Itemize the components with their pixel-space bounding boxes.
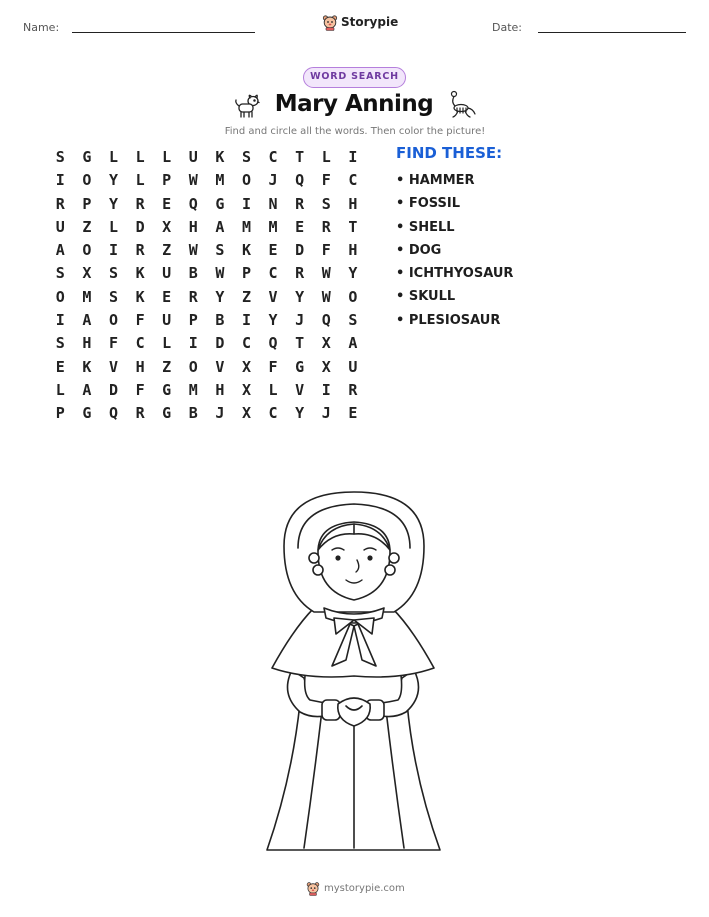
grid-cell[interactable]: I <box>108 241 118 260</box>
grid-cell[interactable]: J <box>215 404 225 423</box>
grid-cell[interactable]: R <box>295 194 305 213</box>
grid-cell[interactable]: O <box>82 171 92 190</box>
grid-cell[interactable]: U <box>162 264 172 283</box>
grid-cell[interactable]: A <box>348 334 358 353</box>
grid-cell[interactable]: X <box>321 334 331 353</box>
grid-cell[interactable]: Q <box>268 334 278 353</box>
grid-cell[interactable]: Q <box>295 171 305 190</box>
grid-cell[interactable]: O <box>188 357 198 376</box>
grid-cell[interactable]: H <box>348 241 358 260</box>
grid-cell[interactable]: Y <box>108 171 118 190</box>
grid-cell[interactable]: U <box>348 357 358 376</box>
grid-cell[interactable]: K <box>82 357 92 376</box>
grid-cell[interactable]: S <box>55 264 65 283</box>
grid-cell[interactable]: U <box>55 217 65 236</box>
mary-anning-illustration <box>262 488 444 854</box>
activity-tag: WORD SEARCH <box>303 67 406 88</box>
grid-cell[interactable]: O <box>108 311 118 330</box>
grid-row <box>47 239 367 262</box>
footer-url: mystorypie.com <box>324 882 405 894</box>
grid-cell[interactable]: K <box>135 264 145 283</box>
grid-cell[interactable]: D <box>108 380 118 399</box>
grid-cell[interactable]: T <box>295 334 305 353</box>
grid-row <box>47 193 367 216</box>
grid-cell[interactable]: J <box>321 404 331 423</box>
grid-cell[interactable]: V <box>268 287 278 306</box>
grid-cell[interactable]: L <box>108 148 118 166</box>
grid-cell[interactable]: B <box>215 311 225 330</box>
grid-cell[interactable]: S <box>55 148 65 166</box>
grid-cell[interactable]: V <box>108 357 118 376</box>
grid-cell[interactable]: I <box>188 334 198 353</box>
grid-cell[interactable]: F <box>321 241 331 260</box>
grid-cell[interactable]: J <box>295 311 305 330</box>
grid-cell[interactable]: G <box>82 404 92 423</box>
grid-cell[interactable]: O <box>55 287 65 306</box>
grid-cell[interactable]: D <box>215 334 225 353</box>
grid-cell[interactable]: R <box>135 404 145 423</box>
grid-cell[interactable]: L <box>135 148 145 166</box>
grid-cell[interactable]: C <box>241 334 251 353</box>
grid-cell[interactable]: P <box>162 171 172 190</box>
grid-cell[interactable]: E <box>162 194 172 213</box>
grid-cell[interactable]: K <box>215 148 225 166</box>
grid-cell[interactable]: K <box>241 241 251 260</box>
grid-cell[interactable]: C <box>268 148 278 166</box>
grid-cell[interactable]: U <box>188 148 198 166</box>
brand-name: Storypie <box>341 15 399 29</box>
grid-cell[interactable]: F <box>135 311 145 330</box>
word-list <box>396 171 513 334</box>
grid-cell[interactable]: G <box>162 404 172 423</box>
grid-cell[interactable]: D <box>135 217 145 236</box>
grid-cell[interactable]: Y <box>295 404 305 423</box>
grid-cell[interactable]: T <box>295 148 305 166</box>
grid-cell[interactable]: T <box>348 217 358 236</box>
plesiosaur-icon <box>445 90 477 120</box>
grid-cell[interactable]: C <box>268 404 278 423</box>
letter-grid[interactable] <box>47 146 367 426</box>
grid-cell[interactable]: C <box>348 171 358 190</box>
grid-cell[interactable]: N <box>268 194 278 213</box>
grid-cell[interactable]: Y <box>268 311 278 330</box>
grid-row <box>47 216 367 239</box>
grid-cell[interactable]: S <box>241 148 251 166</box>
grid-cell[interactable]: S <box>348 311 358 330</box>
grid-cell[interactable]: U <box>162 311 172 330</box>
grid-row <box>47 356 367 379</box>
grid-cell[interactable]: L <box>321 148 331 166</box>
grid-cell[interactable]: G <box>295 357 305 376</box>
grid-row <box>47 332 367 355</box>
word-item: • SHELL <box>396 219 455 235</box>
grid-cell[interactable]: G <box>215 194 225 213</box>
grid-cell[interactable]: H <box>215 380 225 399</box>
grid-cell[interactable]: C <box>135 334 145 353</box>
word-item: • ICHTHYOSAUR <box>396 266 514 282</box>
brand-logo <box>322 12 398 32</box>
grid-cell[interactable]: I <box>241 311 251 330</box>
grid-cell[interactable]: R <box>55 194 65 213</box>
grid-cell[interactable]: I <box>55 171 65 190</box>
grid-cell[interactable]: O <box>241 171 251 190</box>
grid-cell[interactable]: A <box>55 241 65 260</box>
grid-cell[interactable]: L <box>162 148 172 166</box>
grid-cell[interactable]: Y <box>108 194 118 213</box>
grid-cell[interactable]: V <box>215 357 225 376</box>
grid-cell[interactable]: L <box>55 380 65 399</box>
grid-row <box>47 309 367 332</box>
grid-cell[interactable]: X <box>82 264 92 283</box>
grid-cell[interactable]: X <box>241 404 251 423</box>
grid-cell[interactable]: Q <box>321 311 331 330</box>
grid-cell[interactable]: Z <box>82 217 92 236</box>
grid-cell[interactable]: W <box>215 264 225 283</box>
grid-cell[interactable]: G <box>162 380 172 399</box>
word-item: • DOG <box>396 242 442 258</box>
dog-icon <box>232 93 262 121</box>
name-line[interactable] <box>72 32 255 33</box>
grid-cell[interactable]: R <box>188 287 198 306</box>
grid-cell[interactable]: E <box>55 357 65 376</box>
grid-cell[interactable]: H <box>82 334 92 353</box>
grid-cell[interactable]: X <box>321 357 331 376</box>
find-these-heading: FIND THESE: <box>396 144 503 162</box>
grid-cell[interactable]: R <box>295 264 305 283</box>
page-title: Mary Anning <box>274 91 434 117</box>
grid-cell[interactable]: F <box>108 334 118 353</box>
word-item: • FOSSIL <box>396 196 461 212</box>
grid-cell[interactable]: A <box>82 380 92 399</box>
grid-cell[interactable]: Y <box>348 264 358 283</box>
grid-cell[interactable]: W <box>321 287 331 306</box>
grid-cell[interactable]: M <box>82 287 92 306</box>
storypie-mascot-icon <box>306 881 320 896</box>
grid-cell[interactable]: R <box>135 194 145 213</box>
grid-row <box>47 146 367 169</box>
grid-cell[interactable]: F <box>135 380 145 399</box>
name-label: Name: <box>23 21 60 34</box>
grid-cell[interactable]: M <box>215 171 225 190</box>
grid-cell[interactable]: Q <box>188 194 198 213</box>
grid-cell[interactable]: H <box>348 194 358 213</box>
grid-cell[interactable]: S <box>108 287 118 306</box>
instructions: Find and circle all the words. Then color the picture! <box>224 126 486 137</box>
grid-cell[interactable]: V <box>295 380 305 399</box>
grid-cell[interactable]: W <box>188 241 198 260</box>
grid-cell[interactable]: B <box>188 404 198 423</box>
grid-cell[interactable]: W <box>321 264 331 283</box>
grid-cell[interactable]: Y <box>295 287 305 306</box>
grid-row <box>47 262 367 285</box>
grid-cell[interactable]: R <box>321 217 331 236</box>
footer <box>306 878 405 898</box>
grid-cell[interactable]: X <box>241 380 251 399</box>
grid-cell[interactable]: H <box>135 357 145 376</box>
grid-cell[interactable]: I <box>241 194 251 213</box>
grid-cell[interactable]: L <box>162 334 172 353</box>
word-item: • SKULL <box>396 289 456 305</box>
grid-cell[interactable]: X <box>162 217 172 236</box>
grid-cell[interactable]: L <box>135 171 145 190</box>
grid-cell[interactable]: K <box>135 287 145 306</box>
grid-cell[interactable]: I <box>321 380 331 399</box>
grid-cell[interactable]: A <box>82 311 92 330</box>
grid-cell[interactable]: P <box>55 404 65 423</box>
grid-cell[interactable]: B <box>188 264 198 283</box>
grid-cell[interactable]: M <box>188 380 198 399</box>
grid-cell[interactable]: E <box>162 287 172 306</box>
grid-row <box>47 286 367 309</box>
grid-cell[interactable]: R <box>135 241 145 260</box>
grid-cell[interactable]: P <box>82 194 92 213</box>
grid-cell[interactable]: O <box>348 287 358 306</box>
grid-cell[interactable]: X <box>241 357 251 376</box>
grid-cell[interactable]: Z <box>162 357 172 376</box>
grid-row <box>47 169 367 192</box>
grid-cell[interactable]: L <box>108 217 118 236</box>
grid-cell[interactable]: D <box>295 241 305 260</box>
grid-cell[interactable]: P <box>241 264 251 283</box>
date-label: Date: <box>492 21 522 34</box>
grid-cell[interactable]: O <box>82 241 92 260</box>
grid-row <box>47 402 367 425</box>
grid-cell[interactable]: I <box>348 148 358 166</box>
grid-cell[interactable]: R <box>348 380 358 399</box>
grid-cell[interactable]: E <box>348 404 358 423</box>
grid-cell[interactable]: M <box>241 217 251 236</box>
grid-cell[interactable]: Z <box>241 287 251 306</box>
grid-cell[interactable]: F <box>268 357 278 376</box>
grid-cell[interactable]: Q <box>108 404 118 423</box>
grid-cell[interactable]: J <box>268 171 278 190</box>
grid-cell[interactable]: G <box>82 148 92 166</box>
grid-cell[interactable]: S <box>55 334 65 353</box>
grid-cell[interactable]: I <box>55 311 65 330</box>
word-item: • HAMMER <box>396 173 475 188</box>
grid-cell[interactable]: E <box>268 241 278 260</box>
grid-cell[interactable]: H <box>188 217 198 236</box>
grid-cell[interactable]: L <box>268 380 278 399</box>
grid-cell[interactable]: P <box>188 311 198 330</box>
grid-cell[interactable]: S <box>321 194 331 213</box>
grid-cell[interactable]: W <box>188 171 198 190</box>
storypie-mascot-icon <box>322 14 338 31</box>
word-item: • PLESIOSAUR <box>396 312 501 328</box>
grid-cell[interactable]: S <box>108 264 118 283</box>
date-line[interactable] <box>538 32 686 33</box>
grid-cell[interactable]: F <box>321 171 331 190</box>
grid-row <box>47 379 367 402</box>
grid-cell[interactable]: S <box>215 241 225 260</box>
grid-cell[interactable]: E <box>295 217 305 236</box>
grid-cell[interactable]: Y <box>215 287 225 306</box>
grid-cell[interactable]: A <box>215 217 225 236</box>
grid-cell[interactable]: Z <box>162 241 172 260</box>
grid-cell[interactable]: M <box>268 217 278 236</box>
grid-cell[interactable]: C <box>268 264 278 283</box>
